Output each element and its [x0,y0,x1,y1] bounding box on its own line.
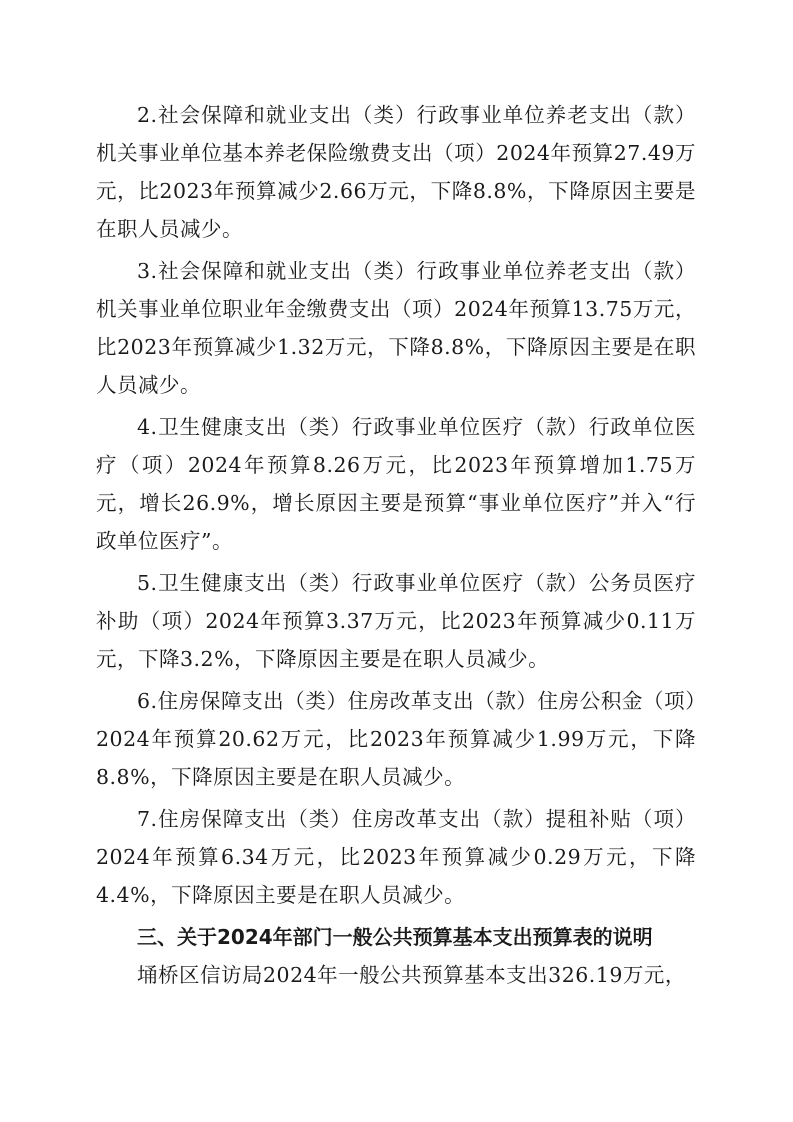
paragraph-item-2: 2.社会保障和就业支出（类）行政事业单位养老支出（款）机关事业单位基本养老保险缴费支出（项）2024年预算27.49万元，比2023年预算减少2.66万元，下降8.8%，下降原因主要是在职人员减少。 [96,103,696,241]
paragraph-item-5: 5.卫生健康支出（类）行政事业单位医疗（款）公务员医疗补助（项）2024年预算3.37万元，比2023年预算减少0.11万元，下降3.2%，下降原因主要是在职人员减少。 [96,571,696,671]
paragraph-item-3: 3.社会保障和就业支出（类）行政事业单位养老支出（款）机关事业单位职业年金缴费支出（项）2024年预算13.75万元，比2023年预算减少1.32万元，下降8.8%，下降原因主要是在职人员减少。 [96,259,696,397]
paragraph-item-4: 4.卫生健康支出（类）行政事业单位医疗（款）行政单位医疗（项）2024年预算8.26万元，比2023年预算增加1.75万元，增长26.9%，增长原因主要是预算“事业单位医疗”并入“行政单位医疗”。 [96,415,696,553]
closing-paragraph: 埇桥区信访局2024年一般公共预算基本支出326.19万元， [137,963,686,987]
paragraph-item-6: 6.住房保障支出（类）住房改革支出（款）住房公积金（项）2024年预算20.62万元，比2023年预算减少1.99万元，下降8.8%，下降原因主要是在职人员减少。 [96,689,696,789]
paragraph-item-7: 7.住房保障支出（类）住房改革支出（款）提租补贴（项）2024年预算6.34万元，比2023年预算减少0.29万元，下降4.4%，下降原因主要是在职人员减少。 [96,807,696,907]
section-heading: 三、关于2024年部门一般公共预算基本支出预算表的说明 [137,925,653,949]
document-page [96,96,696,998]
